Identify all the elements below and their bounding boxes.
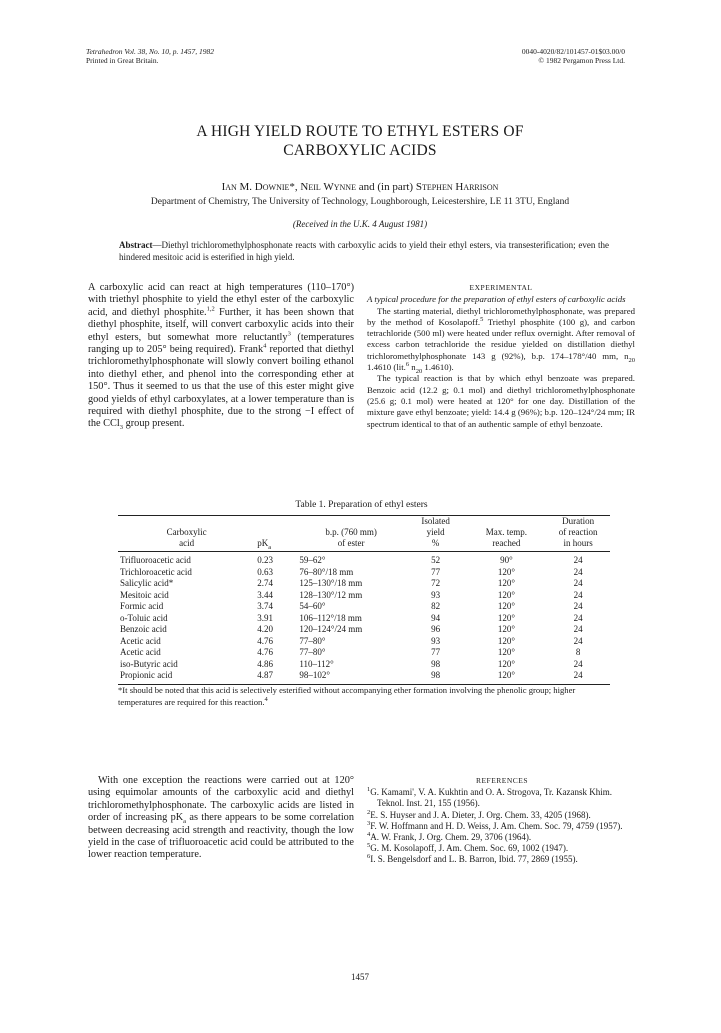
- cell-temp: 120°: [466, 670, 546, 684]
- cell-duration: 24: [573, 612, 583, 623]
- table-row: [118, 590, 610, 602]
- cell-pka: 0.23: [257, 555, 274, 565]
- cell-yield: 94: [431, 612, 441, 623]
- reference-number: 4: [367, 831, 371, 839]
- cell-bp: 110–112°: [299, 658, 334, 669]
- cell-yield: 82: [431, 601, 441, 611]
- cell-duration: 24: [573, 601, 583, 611]
- cell-bp: 125–130°/18 mm: [299, 578, 363, 588]
- cell-duration: 24: [573, 635, 583, 646]
- header-duration-3: in hours: [546, 538, 610, 552]
- abstract-label: Abstract: [119, 240, 153, 250]
- experimental-section: [367, 282, 635, 430]
- esters-table: [118, 515, 610, 685]
- intro-paragraph: [88, 282, 354, 431]
- cell-pka: 4.86: [257, 658, 274, 669]
- cell-duration: 24: [573, 578, 583, 588]
- cell-acid: Formic acid: [120, 601, 164, 611]
- exp-text-c: 1.4610 (lit.: [367, 362, 406, 373]
- abstract: [119, 239, 609, 263]
- references: [367, 775, 637, 866]
- cell-temp: 120°: [497, 647, 515, 657]
- cell-yield: 77: [431, 647, 441, 657]
- intro-text-d: reported that diethyl trichloromethylphosphonate will slowly convert boiling ethanol into diethyl ether, and phenol into the corresponding ether at 150°. Thus it seemed to us that the use of this ester might give good yields of ethyl carboxylates, at a lower temperature than is required with diethyl phosphite, due to the strong −I effect of the CCl: [88, 344, 354, 430]
- header-pka: [255, 538, 297, 552]
- journal-info: [86, 47, 346, 65]
- cell-yield: 98: [431, 658, 441, 669]
- experimental-heading: EXPERIMENTAL: [469, 283, 533, 292]
- cell-acid: Benzoic acid: [120, 624, 167, 634]
- header-bp-2: of ester: [297, 538, 405, 552]
- discussion-text-b: as there appears to be some correlation between decreasing acid strength and reactivity, though the low yield in the case of trifluoroacetic acid could be attributed to the lower reaction temperature.: [88, 812, 354, 861]
- cell-yield: 98: [405, 670, 467, 684]
- cell-temp: 120°: [497, 635, 515, 646]
- author-3: Stephen Harrison: [415, 181, 499, 193]
- intro-text-e: group present.: [123, 418, 185, 430]
- cell-pka: 0.63: [257, 566, 274, 577]
- exp-text-e: 1.4610).: [422, 362, 454, 373]
- cell-duration: 24: [573, 658, 583, 669]
- pka-subscript: a: [183, 818, 187, 826]
- discussion-text-a: With one exception the reactions were carried out at 120° using equimolar amounts of the carboxylic acid and diethyl trichloromethylphosphonate. The carboxylic acids are listed in order of increasing pK: [88, 775, 354, 824]
- cell-duration: 24: [573, 624, 583, 634]
- author-1: Ian M. Downie*: [221, 181, 295, 193]
- header-acid-2: acid: [118, 538, 255, 552]
- results-table: [118, 515, 610, 685]
- cell-pka: 2.74: [257, 578, 274, 588]
- table-body: [118, 552, 610, 685]
- cell-temp: 90°: [500, 555, 513, 565]
- header-yield-3: %: [405, 538, 467, 552]
- title-line-2: CARBOXYLIC ACIDS: [283, 142, 437, 159]
- citation-5: 5: [480, 315, 484, 323]
- cell-bp: 98–102°: [297, 670, 405, 684]
- citation-1-2: 1,2: [206, 305, 215, 313]
- table-row: [118, 567, 610, 579]
- cell-duration: 24: [573, 555, 583, 565]
- cell-acid: o-Toluic acid: [120, 612, 168, 623]
- copyright-info: [365, 47, 625, 65]
- cell-pka: 4.76: [257, 647, 274, 657]
- table-row: [118, 624, 610, 636]
- discussion-paragraph: [88, 775, 354, 862]
- cell-acid: Trifluoroacetic acid: [120, 555, 191, 565]
- cell-temp: 120°: [497, 578, 515, 588]
- reference-text: I. S. Bengelsdorf and L. B. Barron, Ibid. 77, 2869 (1955).: [370, 854, 578, 865]
- reference-list: [367, 787, 637, 865]
- cell-temp: 120°: [497, 589, 515, 600]
- experimental-paragraph-2: The typical reaction is that by which ethyl benzoate was prepared. Benzoic acid (12.2 g; 0.1 mol) and diethyl trichloromethylphosphonate (25.6 g; 0.1 mol) were heated at 120° for one day. Distillation of the mixture gave ethyl benzoate; yield: 14.4 g (96%); b.p. 120–124°/24 mm; IR spectrum identical to that of an authentic sample of ethyl benzoate.: [367, 373, 635, 429]
- exp-text-b: Triethyl phosphite (100 g), and carbon tetrachloride (500 ml) were heated under reflux overnight. After removal of excess carbon tetrachloride the residue yielded on distillation diethyl trichloromethylphosphonate 143 g (92%), b.p. 174–178°/40 mm, n: [367, 316, 635, 361]
- reference-text: F. W. Hoffmann and H. D. Weiss, J. Am. Chem. Soc. 79, 4759 (1957).: [370, 820, 623, 831]
- header-temp-2: reached: [466, 538, 546, 552]
- reference-number: 2: [367, 808, 371, 816]
- table-row: [118, 647, 610, 659]
- table-row: [118, 552, 610, 567]
- intro-text-b: Further, it has been shown that diethyl phosphite, itself, will convert carboxylic acids into their ethyl esters, but somewhat more reluctantly: [88, 306, 355, 343]
- reference-item: [367, 787, 637, 809]
- cell-yield: 72: [431, 578, 441, 588]
- cell-yield: 93: [431, 635, 441, 646]
- header-duration-1: Duration: [546, 516, 610, 528]
- footnote-citation: 4: [264, 695, 268, 703]
- table-row: [118, 670, 610, 684]
- cell-yield: 96: [431, 624, 441, 634]
- reference-text: E. S. Huyser and J. A. Dieter, J. Org. Chem. 33, 4205 (1968).: [370, 809, 591, 820]
- cell-bp: 77–80°: [299, 635, 326, 646]
- cell-acid: Trichloroacetic acid: [120, 566, 192, 577]
- ccl3-subscript: 3: [119, 424, 124, 432]
- cell-bp: 54–60°: [299, 601, 326, 611]
- table-footnote: [118, 685, 612, 708]
- cell-bp: 76–80°/18 mm: [299, 566, 354, 577]
- table-row: [118, 613, 610, 625]
- reference-number: 6: [367, 853, 371, 861]
- cell-yield: 93: [431, 589, 441, 600]
- refractive-index-sub-1: 20: [628, 356, 635, 364]
- citation-3: 3: [287, 330, 291, 338]
- header-yield-2: yield: [426, 527, 445, 537]
- author-2: Neil Wynne: [300, 181, 356, 193]
- header-bp-1: b.p. (760 mm): [325, 527, 377, 537]
- cell-acid: Acetic acid: [120, 635, 161, 646]
- cell-pka: 3.91: [257, 612, 274, 623]
- reference-number: 3: [367, 819, 371, 827]
- paper-title: [80, 122, 640, 160]
- reference-item: [367, 810, 637, 821]
- cell-duration: 24: [573, 566, 583, 577]
- exp-text-d: n: [409, 362, 416, 373]
- citation-4: 4: [263, 342, 267, 350]
- reference-text: G. M. Kosolapoff, J. Am. Chem. Soc. 69, 1002 (1947).: [370, 843, 569, 854]
- author-list: [80, 181, 640, 194]
- cell-temp: 120°: [497, 624, 515, 634]
- cell-bp: 128–130°/12 mm: [299, 589, 363, 600]
- header-yield-1: Isolated: [405, 516, 467, 528]
- intro-text-c: (temperatures ranging up to 205° being required). Frank: [88, 331, 354, 356]
- abstract-text: —Diethyl trichloromethylphosphonate reacts with carboxylic acids to yield their ethyl esters, via transesterification; even the hindered mesitoic acid is esterified in high yield.: [119, 240, 609, 262]
- header-temp-1: Max. temp.: [485, 527, 527, 537]
- references-heading: REFERENCES: [475, 776, 529, 785]
- cell-yield: 52: [431, 555, 441, 565]
- cell-bp: 59–62°: [299, 555, 326, 565]
- author-separator-1: ,: [294, 181, 301, 193]
- reference-text: A. W. Frank, J. Org. Chem. 29, 3706 (1964).: [370, 832, 532, 843]
- cell-acid: Propionic acid: [118, 670, 255, 684]
- cell-temp: 120°: [497, 601, 515, 611]
- cell-duration: 24: [573, 589, 583, 600]
- cell-temp: 120°: [497, 658, 515, 669]
- reference-item: [367, 832, 637, 843]
- reference-number: 5: [367, 842, 371, 850]
- cell-acid: Mesitoic acid: [120, 589, 169, 600]
- citation-6: 6: [405, 361, 410, 369]
- exp-text-a: The starting material, diethyl trichloromethylphosphonate, was prepared by the method of Kosolapoff.: [367, 305, 635, 327]
- affiliation: Department of Chemistry, The University of Technology, Loughborough, Leicestershire, LE 11 3TU, England: [150, 197, 570, 207]
- header-acid-1: Carboxylic: [166, 527, 207, 537]
- header-pk-sub: a: [268, 543, 272, 551]
- article-code: 0040-4020/82/101457-01$03.00/0: [521, 47, 625, 56]
- discussion: [88, 775, 354, 862]
- table-row: [118, 659, 610, 671]
- journal-line-2: Printed in Great Britain.: [86, 56, 159, 65]
- reference-item: [367, 821, 637, 832]
- table-caption: Table 1. Preparation of ethyl esters: [295, 500, 428, 510]
- cell-yield: 77: [431, 566, 441, 577]
- reference-text: G. Kamami', V. A. Kukhtin and O. A. Strogova, Tr. Kazansk Khim. Teknol. Inst. 21, 155 (1956).: [370, 787, 613, 809]
- cell-temp: 120°: [497, 566, 515, 577]
- received-date: (Received in the U.K. 4 August 1981): [292, 219, 428, 229]
- page-number: 1457: [351, 972, 369, 982]
- cell-temp: 120°: [497, 612, 515, 623]
- introduction: [88, 282, 354, 431]
- header-duration-2: of reaction: [558, 527, 598, 537]
- header-pk-text: pK: [257, 538, 269, 548]
- experimental-paragraph-1: [367, 306, 635, 374]
- cell-pka: 3.74: [257, 601, 274, 611]
- cell-pka: 4.76: [257, 635, 274, 646]
- cell-bp: 77–80°: [299, 647, 326, 657]
- reference-number: 1: [367, 786, 371, 794]
- reference-item: [367, 843, 637, 854]
- cell-acid: Acetic acid: [120, 647, 161, 657]
- cell-pka: 4.87: [255, 670, 297, 684]
- cell-pka: 4.20: [257, 624, 274, 634]
- cell-duration: 8: [575, 647, 581, 657]
- reference-item: [367, 854, 637, 865]
- copyright-line: © 1982 Pergamon Press Ltd.: [538, 56, 625, 65]
- refractive-index-sub-2: 20: [415, 367, 423, 375]
- intro-text-a: A carboxylic acid can react at high temperatures (110–170°) with triethyl phosphite to yield the ethyl ester of the carboxylic acid, and diethyl phosphite.: [88, 282, 354, 318]
- table-row: [118, 578, 610, 590]
- experimental-subheading: A typical procedure for the preparation of ethyl esters of carboxylic acids: [367, 294, 626, 305]
- author-separator-2: and (in part): [355, 181, 416, 193]
- cell-acid: iso-Butyric acid: [120, 658, 178, 669]
- table-row: [118, 601, 610, 613]
- journal-line-1: Tetrahedron Vol. 38, No. 10, p. 1457, 1982: [86, 47, 214, 56]
- cell-duration: 24: [546, 670, 610, 684]
- cell-bp: 120–124°/24 mm: [299, 624, 363, 634]
- title-line-1: A HIGH YIELD ROUTE TO ETHYL ESTERS OF: [196, 123, 524, 140]
- cell-acid: Salicylic acid*: [120, 578, 174, 588]
- cell-bp: 106–112°/18 mm: [299, 612, 362, 623]
- table-row: [118, 636, 610, 648]
- footnote-text: *It should be noted that this acid is selectively esterified without accompanying ether formation involving the phenolic group; higher temperatures are required for this reaction.: [118, 685, 576, 707]
- cell-pka: 3.44: [257, 589, 274, 600]
